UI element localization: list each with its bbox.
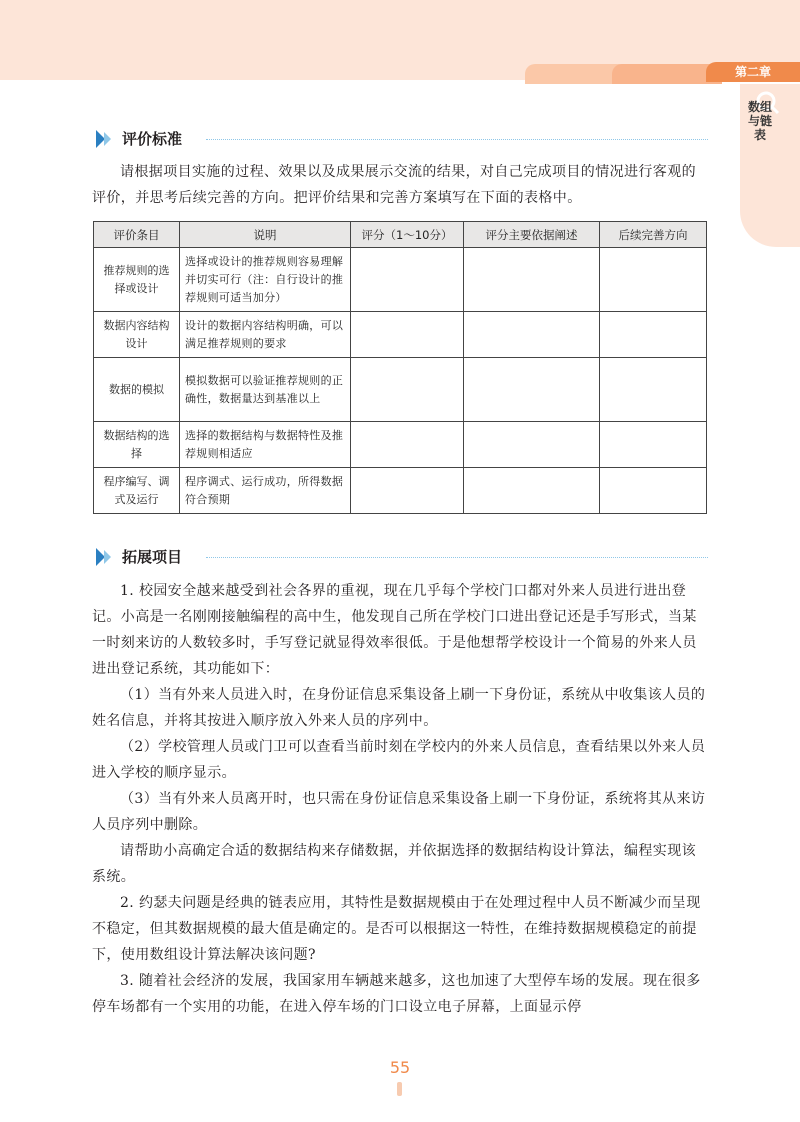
description-cell: 选择的数据结构与数据特性及推荐规则相适应	[180, 422, 351, 468]
table-header-cell: 评分主要依据阐述	[464, 222, 600, 248]
paragraph: 1. 校园安全越来越受到社会各界的重视，现在几乎每个学校门口都对外来人员进行进出登记。小高是一名刚刚接触编程的高中生，他发现自己所在学校门口进出登记还是手写形式，当某一时刻来访的人数较多时，手写登记就显得效率很低。于是他想帮学校设计一个简易的外来人员进出登记系统，其功能如下：	[92, 583, 697, 677]
criterion-cell: 数据的模拟	[94, 358, 180, 422]
evaluation-table	[93, 221, 707, 514]
description-cell: 选择或设计的推荐规则容易理解并切实可行（注：自行设计的推荐规则可适当加分）	[180, 248, 351, 312]
page-number: 55	[389, 1058, 411, 1077]
improvement-cell[interactable]	[600, 468, 707, 514]
paragraph: （1）当有外来人员进入时，在身份证信息采集设备上刷一下身份证，系统从中收集该人员的姓名信息，并将其按进入顺序放入外来人员的序列中。	[92, 687, 706, 729]
improvement-cell[interactable]	[600, 358, 707, 422]
score-cell[interactable]	[351, 312, 464, 358]
table-row	[94, 422, 707, 468]
arrow-icon	[96, 548, 120, 566]
basis-cell[interactable]	[464, 312, 600, 358]
paragraph: 2. 约瑟夫问题是经典的链表应用，其特性是数据规模由于在处理过程中人员不断减少而呈现不稳定，但其数据规模的最大值是确定的。是否可以根据这一特性，在维持数据规模稳定的前提下，使用数组设计算法解决该问题?	[92, 895, 701, 963]
table-row	[94, 248, 707, 312]
table-header-row	[94, 222, 707, 248]
criterion-cell: 推荐规则的选择或设计	[94, 248, 180, 312]
basis-cell[interactable]	[464, 422, 600, 468]
intro-paragraph: 请根据项目实施的过程、效果以及成果展示交流的结果，对自己完成项目的情况进行客观的评价，并思考后续完善的方向。把评价结果和完善方案填写在下面的表格中。	[92, 164, 696, 206]
dotted-rule	[206, 139, 708, 140]
improvement-cell[interactable]	[600, 248, 707, 312]
table-header-cell: 说明	[180, 222, 351, 248]
score-cell[interactable]	[351, 468, 464, 514]
criterion-cell: 程序编写、调式及运行	[94, 468, 180, 514]
description-cell: 模拟数据可以验证推荐规则的正确性，数据量达到基准以上	[180, 358, 351, 422]
table-row	[94, 312, 707, 358]
paragraph: （3）当有外来人员离开时，也只需在身份证信息采集设备上刷一下身份证，系统将其从来访人员序列中删除。	[92, 791, 706, 833]
section-title: 评价标准	[122, 130, 183, 148]
paragraph: 请帮助小高确定合适的数据结构来存储数据，并依据选择的数据结构设计算法，编程实现该系统。	[92, 843, 696, 885]
improvement-cell[interactable]	[600, 422, 707, 468]
score-cell[interactable]	[351, 358, 464, 422]
paragraph: 3. 随着社会经济的发展，我国家用车辆越来越多，这也加速了大型停车场的发展。现在很多停车场都有一个实用的功能，在进入停车场的门口设立电子屏幕，上面显示停	[92, 973, 701, 1015]
basis-cell[interactable]	[464, 358, 600, 422]
improvement-cell[interactable]	[600, 312, 707, 358]
score-cell[interactable]	[351, 422, 464, 468]
table-row	[94, 468, 707, 514]
score-cell[interactable]	[351, 248, 464, 312]
section-heading-extension	[96, 546, 708, 568]
table-header-cell: 评分（1～10分）	[351, 222, 464, 248]
basis-cell[interactable]	[464, 468, 600, 514]
side-chapter-title: 数组与链表	[748, 100, 773, 142]
paragraph: （2）学校管理人员或门卫可以查看当前时刻在学校内的外来人员信息，查看结果以外来人员进入学校的顺序显示。	[92, 739, 706, 781]
basis-cell[interactable]	[464, 248, 600, 312]
criterion-cell: 数据结构的选择	[94, 422, 180, 468]
dotted-rule	[206, 557, 708, 558]
page-number-bar	[397, 1082, 402, 1096]
description-cell: 设计的数据内容结构明确，可以满足推荐规则的要求	[180, 312, 351, 358]
table-row	[94, 358, 707, 422]
description-cell: 程序调式、运行成功，所得数据符合预期	[180, 468, 351, 514]
arrow-icon	[96, 130, 120, 148]
criterion-cell: 数据内容结构设计	[94, 312, 180, 358]
chapter-label: 第二章	[706, 62, 800, 82]
section-heading-eval	[96, 128, 708, 150]
extension-body	[92, 578, 708, 1020]
section-title: 拓展项目	[122, 548, 183, 566]
table-header-cell: 后续完善方向	[600, 222, 707, 248]
table-header-cell: 评价条目	[94, 222, 180, 248]
